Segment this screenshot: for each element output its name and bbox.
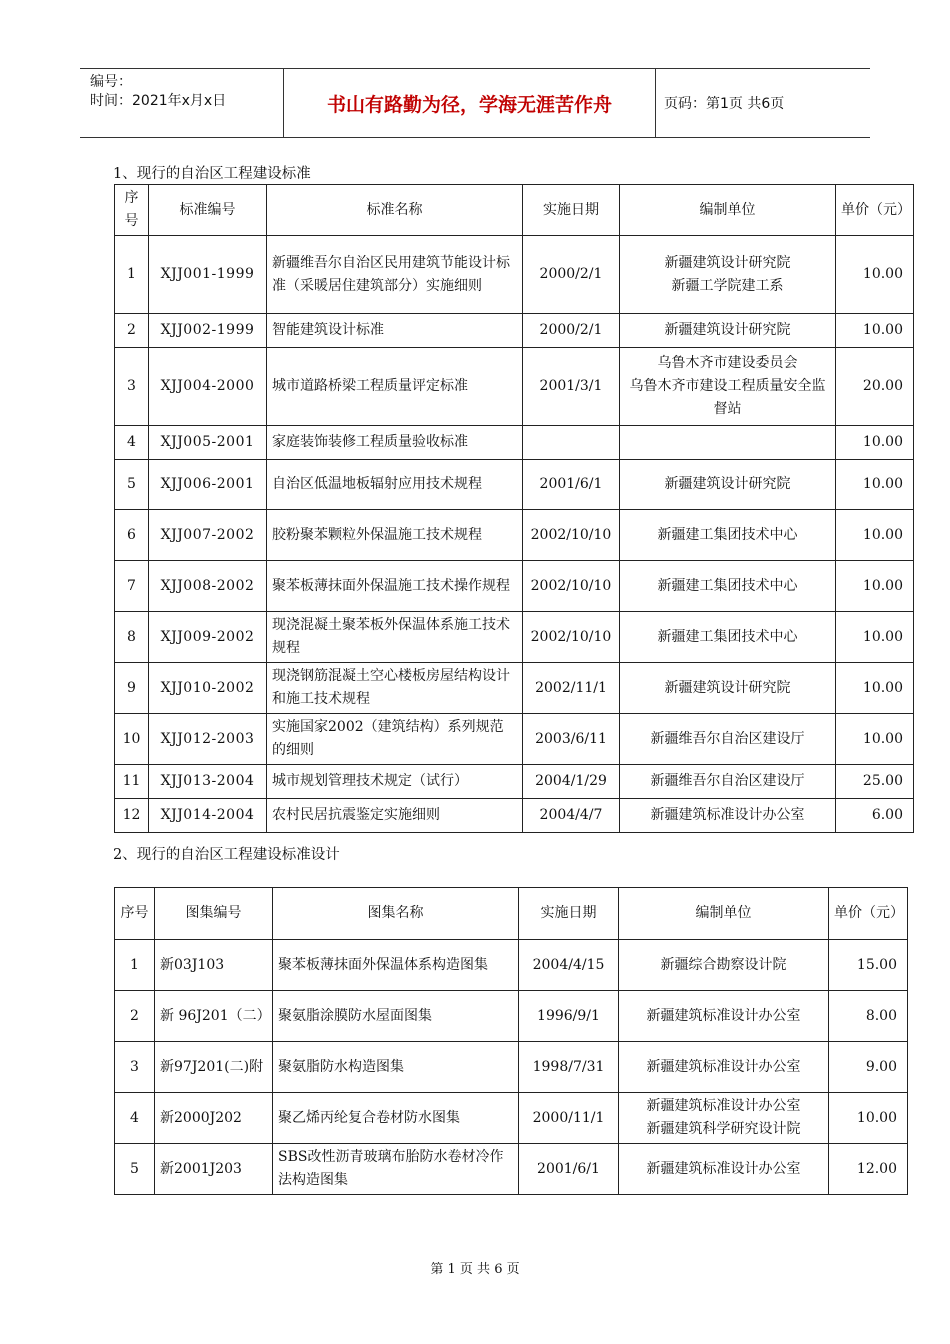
cell-no: 4 (115, 1093, 155, 1144)
cell-date: 2002/11/1 (523, 663, 620, 714)
col-header-org: 编制单位 (619, 888, 829, 940)
header-motto: 书山有路勤为径，学海无涯苦作舟 (283, 69, 656, 137)
page-footer: 第 1 页 共 6 页 (430, 1262, 520, 1277)
cell-price: 10.00 (836, 460, 914, 510)
cell-no: 1 (115, 236, 149, 314)
cell-price: 8.00 (829, 991, 908, 1042)
section2-title: 2、现行的自治区工程建设标准设计 (113, 847, 340, 863)
cell-code: XJJ014-2004 (149, 799, 267, 833)
cell-name: 胶粉聚苯颗粒外保温施工技术规程 (267, 510, 523, 561)
table-row (115, 1093, 908, 1144)
cell-no: 5 (115, 1144, 155, 1195)
cell-name: SBS改性沥青玻璃布胎防水卷材冷作法构造图集 (273, 1144, 519, 1195)
cell-no: 10 (115, 714, 149, 765)
cell-date: 2000/2/1 (523, 314, 620, 348)
cell-date: 2001/3/1 (523, 348, 620, 426)
cell-code: 新2000J202 (155, 1093, 273, 1144)
cell-price: 10.00 (836, 612, 914, 663)
cell-org: 乌鲁木齐市建设委员会 乌鲁木齐市建设工程质量安全监督站 (620, 348, 836, 426)
col-header-code: 图集编号 (155, 888, 273, 940)
cell-org (620, 426, 836, 460)
cell-date: 2000/11/1 (519, 1093, 619, 1144)
cell-date: 2002/10/10 (523, 561, 620, 612)
section1-title: 1、现行的自治区工程建设标准 (113, 166, 311, 182)
cell-price: 10.00 (836, 236, 914, 314)
cell-date: 2001/6/1 (519, 1144, 619, 1195)
cell-name: 实施国家2002（建筑结构）系列规范的细则 (267, 714, 523, 765)
cell-price: 25.00 (836, 765, 914, 799)
cell-date: 1998/7/31 (519, 1042, 619, 1093)
cell-price: 10.00 (829, 1093, 908, 1144)
cell-name: 聚苯板薄抹面外保温体系构造图集 (273, 940, 519, 991)
cell-price: 10.00 (836, 314, 914, 348)
cell-org: 新疆维吾尔自治区建设厅 (620, 765, 836, 799)
table-row (115, 1144, 908, 1195)
cell-no: 6 (115, 510, 149, 561)
cell-no: 2 (115, 314, 149, 348)
cell-price: 10.00 (836, 426, 914, 460)
cell-code: XJJ012-2003 (149, 714, 267, 765)
cell-code: XJJ002-1999 (149, 314, 267, 348)
cell-date: 2002/10/10 (523, 612, 620, 663)
cell-no: 11 (115, 765, 149, 799)
cell-code: XJJ009-2002 (149, 612, 267, 663)
cell-name: 智能建筑设计标准 (267, 314, 523, 348)
cell-code: XJJ004-2000 (149, 348, 267, 426)
cell-date: 2001/6/1 (523, 460, 620, 510)
header-time: 时间：2021年x月x日 (90, 93, 227, 109)
col-header-no: 序号 (115, 185, 149, 236)
cell-date: 2003/6/11 (523, 714, 620, 765)
col-header-date: 实施日期 (523, 185, 620, 236)
cell-no: 4 (115, 426, 149, 460)
cell-no: 3 (115, 1042, 155, 1093)
cell-date (523, 426, 620, 460)
col-header-name: 标准名称 (267, 185, 523, 236)
cell-name: 农村民居抗震鉴定实施细则 (267, 799, 523, 833)
table-row (115, 991, 908, 1042)
cell-org: 新疆建筑标准设计办公室 (619, 1144, 829, 1195)
table-row (115, 1042, 908, 1093)
cell-org: 新疆建筑标准设计办公室 (620, 799, 836, 833)
cell-no: 9 (115, 663, 149, 714)
cell-org: 新疆建筑标准设计办公室 (619, 991, 829, 1042)
cell-no: 5 (115, 460, 149, 510)
cell-name: 新疆维吾尔自治区民用建筑节能设计标准（采暖居住建筑部分）实施细则 (267, 236, 523, 314)
cell-date: 2004/1/29 (523, 765, 620, 799)
cell-code: XJJ006-2001 (149, 460, 267, 510)
table-row (115, 799, 914, 833)
table-row (115, 940, 908, 991)
cell-price: 9.00 (829, 1042, 908, 1093)
cell-name: 现浇钢筋混凝土空心楼板房屋结构设计和施工技术规程 (267, 663, 523, 714)
cell-price: 20.00 (836, 348, 914, 426)
cell-code: 新97J201(二)附 (155, 1042, 273, 1093)
cell-date: 1996/9/1 (519, 991, 619, 1042)
col-header-no: 序号 (115, 888, 155, 940)
cell-name: 现浇混凝土聚苯板外保温体系施工技术规程 (267, 612, 523, 663)
col-header-price: 单价（元） (836, 185, 914, 236)
col-header-date: 实施日期 (519, 888, 619, 940)
table-row (115, 236, 914, 314)
cell-org: 新疆建工集团技术中心 (620, 510, 836, 561)
cell-org: 新疆建筑设计研究院 (620, 460, 836, 510)
table-row (115, 348, 914, 426)
header-meta (80, 69, 283, 137)
table-header-row (115, 185, 914, 236)
cell-code: XJJ008-2002 (149, 561, 267, 612)
cell-name: 家庭装饰装修工程质量验收标准 (267, 426, 523, 460)
table-row (115, 314, 914, 348)
cell-no: 2 (115, 991, 155, 1042)
table-row (115, 765, 914, 799)
cell-name: 聚氨脂涂膜防水屋面图集 (273, 991, 519, 1042)
standards-table (114, 184, 914, 833)
col-header-org: 编制单位 (620, 185, 836, 236)
cell-no: 7 (115, 561, 149, 612)
cell-code: 新2001J203 (155, 1144, 273, 1195)
cell-date: 2000/2/1 (523, 236, 620, 314)
cell-code: 新03J103 (155, 940, 273, 991)
cell-org: 新疆综合勘察设计院 (619, 940, 829, 991)
cell-org: 新疆建筑设计研究院 (620, 314, 836, 348)
header-number: 编号： (90, 74, 132, 90)
table-row (115, 460, 914, 510)
cell-no: 3 (115, 348, 149, 426)
cell-date: 2002/10/10 (523, 510, 620, 561)
cell-no: 8 (115, 612, 149, 663)
table-row (115, 714, 914, 765)
cell-price: 6.00 (836, 799, 914, 833)
document-header (80, 68, 870, 138)
cell-date: 2004/4/15 (519, 940, 619, 991)
cell-price: 10.00 (836, 663, 914, 714)
cell-org: 新疆维吾尔自治区建设厅 (620, 714, 836, 765)
cell-org: 新疆建筑标准设计办公室 (619, 1042, 829, 1093)
cell-code: XJJ001-1999 (149, 236, 267, 314)
col-header-name: 图集名称 (273, 888, 519, 940)
cell-no: 1 (115, 940, 155, 991)
cell-price: 12.00 (829, 1144, 908, 1195)
cell-org: 新疆建工集团技术中心 (620, 612, 836, 663)
cell-code: XJJ007-2002 (149, 510, 267, 561)
cell-org: 新疆建筑标准设计办公室 新疆建筑科学研究设计院 (619, 1093, 829, 1144)
table-row (115, 663, 914, 714)
atlas-table (114, 887, 908, 1195)
table-header-row (115, 888, 908, 940)
cell-code: XJJ005-2001 (149, 426, 267, 460)
table-row (115, 561, 914, 612)
cell-date: 2004/4/7 (523, 799, 620, 833)
cell-code: XJJ013-2004 (149, 765, 267, 799)
cell-code: XJJ010-2002 (149, 663, 267, 714)
cell-name: 城市规划管理技术规定（试行） (267, 765, 523, 799)
cell-name: 聚氨脂防水构造图集 (273, 1042, 519, 1093)
cell-name: 城市道路桥梁工程质量评定标准 (267, 348, 523, 426)
table-row (115, 510, 914, 561)
cell-price: 10.00 (836, 561, 914, 612)
table-row (115, 612, 914, 663)
cell-no: 12 (115, 799, 149, 833)
cell-price: 10.00 (836, 714, 914, 765)
cell-org: 新疆建工集团技术中心 (620, 561, 836, 612)
col-header-price: 单价（元） (829, 888, 908, 940)
col-header-code: 标准编号 (149, 185, 267, 236)
cell-org: 新疆建筑设计研究院 新疆工学院建工系 (620, 236, 836, 314)
cell-code: 新 96J201（二） (155, 991, 273, 1042)
cell-name: 自治区低温地板辐射应用技术规程 (267, 460, 523, 510)
cell-name: 聚乙烯丙纶复合卷材防水图集 (273, 1093, 519, 1144)
cell-org: 新疆建筑设计研究院 (620, 663, 836, 714)
cell-name: 聚苯板薄抹面外保温施工技术操作规程 (267, 561, 523, 612)
cell-price: 15.00 (829, 940, 908, 991)
cell-price: 10.00 (836, 510, 914, 561)
table-row (115, 426, 914, 460)
header-page: 页码：第1页 共6页 (664, 96, 785, 112)
